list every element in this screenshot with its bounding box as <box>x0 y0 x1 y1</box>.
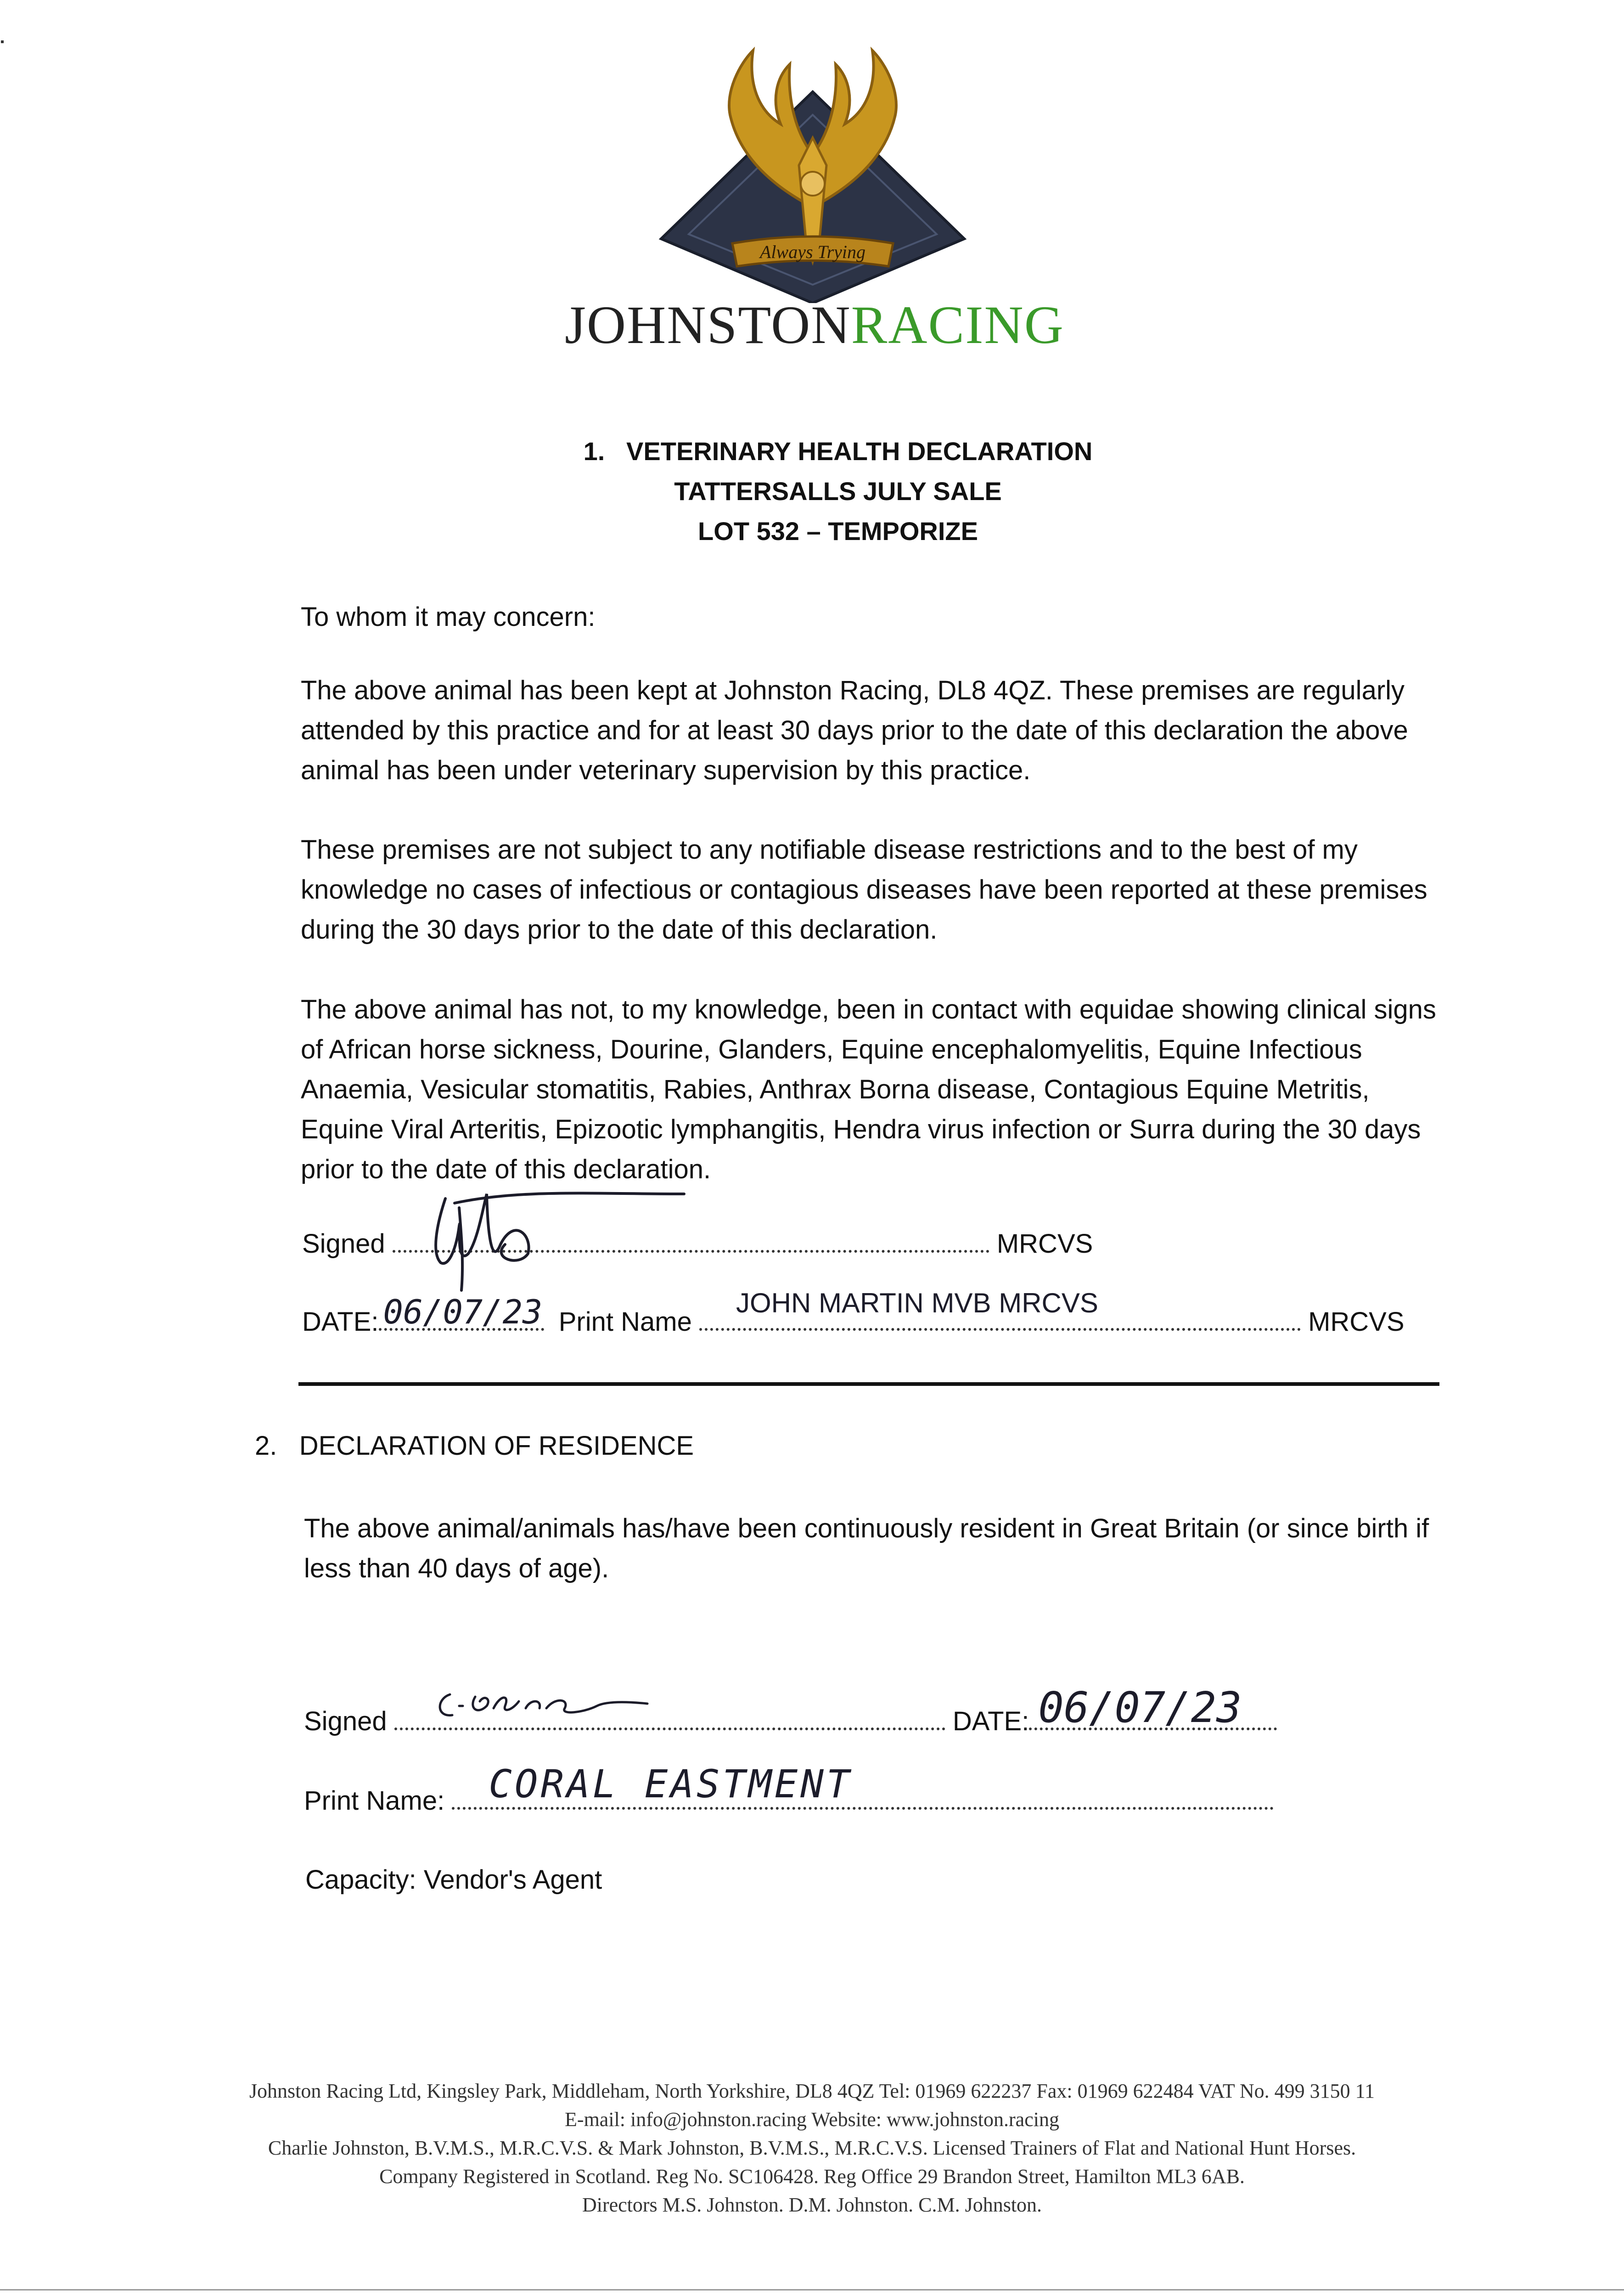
residence-paragraph: The above animal/animals has/have been continuously resident in Great Britain (or since birth if less than 40 days of age). <box>304 1514 1429 1583</box>
lot-title: LOT 532 – TEMPORIZE <box>698 517 978 546</box>
johnston-racing-logo <box>634 46 992 303</box>
sale-name: TATTERSALLS JULY SALE <box>674 477 1002 506</box>
footer-directors: Directors M.S. Johnston. D.M. Johnston. C.M. Johnston. <box>582 2194 1042 2216</box>
page-bottom-rule <box>0 2289 1624 2290</box>
section1-number: 1. <box>583 437 605 466</box>
vet-date-line <box>302 1288 1405 1337</box>
vet-date-label: DATE: <box>302 1307 379 1337</box>
footer-trainers: Charlie Johnston, B.V.M.S., M.R.C.V.S. & Mark Johnston, B.V.M.S., M.R.C.V.S. Licensed Trainers of Flat and National Hunt Horses. <box>268 2137 1356 2159</box>
brand-word-johnston: JOHNSTON <box>565 295 851 355</box>
brand-word-racing: RACING <box>851 295 1064 355</box>
vet-date-handwritten: 06/07/23 <box>383 1293 543 1331</box>
agent-print-name-label: Print Name: <box>304 1786 445 1816</box>
section-divider <box>298 1382 1439 1386</box>
salutation: To whom it may concern: <box>301 602 596 632</box>
agent-print-name-line <box>304 1761 1274 1816</box>
declaration-paragraph-3: The above animal has not, to my knowledge, been in contact with equidae showing clinical signs of African horse sickness, Dourine, Glanders, Equine encephalomyelitis, Equine Infectious Anaemia, Vesicular stomatitis, Rabies, Anthrax Borna disease, Contagious Equine Metritis, Equine Viral Arteritis, Epizootic lymphangitis, Hendra virus infection or Surra during the 30 days prior to the date of this declaration. <box>301 995 1436 1184</box>
declaration-paragraph-2: These premises are not subject to any notifiable disease restrictions and to the best of my knowledge no cases of infectious or contagious diseases have been reported at these premises during the 30 days prior to the date of this declaration. <box>301 835 1427 945</box>
winged-crest-icon <box>634 46 992 303</box>
agent-signature <box>432 1681 707 1731</box>
declaration-paragraph-1: The above animal has been kept at Johnston Racing, DL8 4QZ. These premises are regularly attended by this practice and for at least 30 days prior to the date of this declaration the above animal has been under veterinary supervision by this practice. <box>301 675 1408 785</box>
section2-number: 2. <box>255 1431 277 1461</box>
agent-print-name-value: CORAL EASTMENT <box>489 1761 853 1806</box>
agent-date-handwritten: 06/07/23 <box>1038 1683 1242 1732</box>
section1-title: VETERINARY HEALTH DECLARATION <box>626 437 1093 466</box>
section2-heading <box>255 1430 694 1461</box>
scan-mark <box>1 40 4 43</box>
section2-title: DECLARATION OF RESIDENCE <box>299 1431 694 1461</box>
footer-address: Johnston Racing Ltd, Kingsley Park, Middleham, North Yorkshire, DL8 4QZ Tel: 01969 622237 Fax: 01969 622484 VAT No. 499 3150 11 <box>249 2080 1375 2102</box>
agent-date-label: DATE: <box>952 1706 1029 1736</box>
vet-signature <box>381 1176 693 1304</box>
vet-print-name-field[interactable] <box>699 1288 1301 1337</box>
vet-signed-label: Signed <box>302 1229 385 1259</box>
agent-signed-label: Signed <box>304 1706 387 1736</box>
agent-print-name-field[interactable] <box>452 1761 1274 1816</box>
brand-wordmark <box>565 294 1064 356</box>
agent-date-field[interactable] <box>1029 1683 1277 1737</box>
footer-contact: E-mail: info@johnston.racing Website: www.johnston.racing <box>565 2108 1059 2131</box>
section1-heading <box>505 436 1171 466</box>
vet-print-name-suffix: MRCVS <box>1308 1307 1405 1337</box>
logo-motto: Always Trying <box>759 242 866 262</box>
footer-registration: Company Registered in Scotland. Reg No. SC106428. Reg Office 29 Brandon Street, Hamilton ML3 6AB. <box>379 2165 1245 2188</box>
vet-date-field[interactable] <box>379 1293 544 1337</box>
capacity: Capacity: Vendor's Agent <box>305 1865 602 1895</box>
vet-print-name-value: JOHN MARTIN MVB MRCVS <box>736 1288 1098 1318</box>
vet-mrcvs-label: MRCVS <box>996 1229 1093 1259</box>
vet-print-name-label: Print Name <box>558 1307 692 1337</box>
